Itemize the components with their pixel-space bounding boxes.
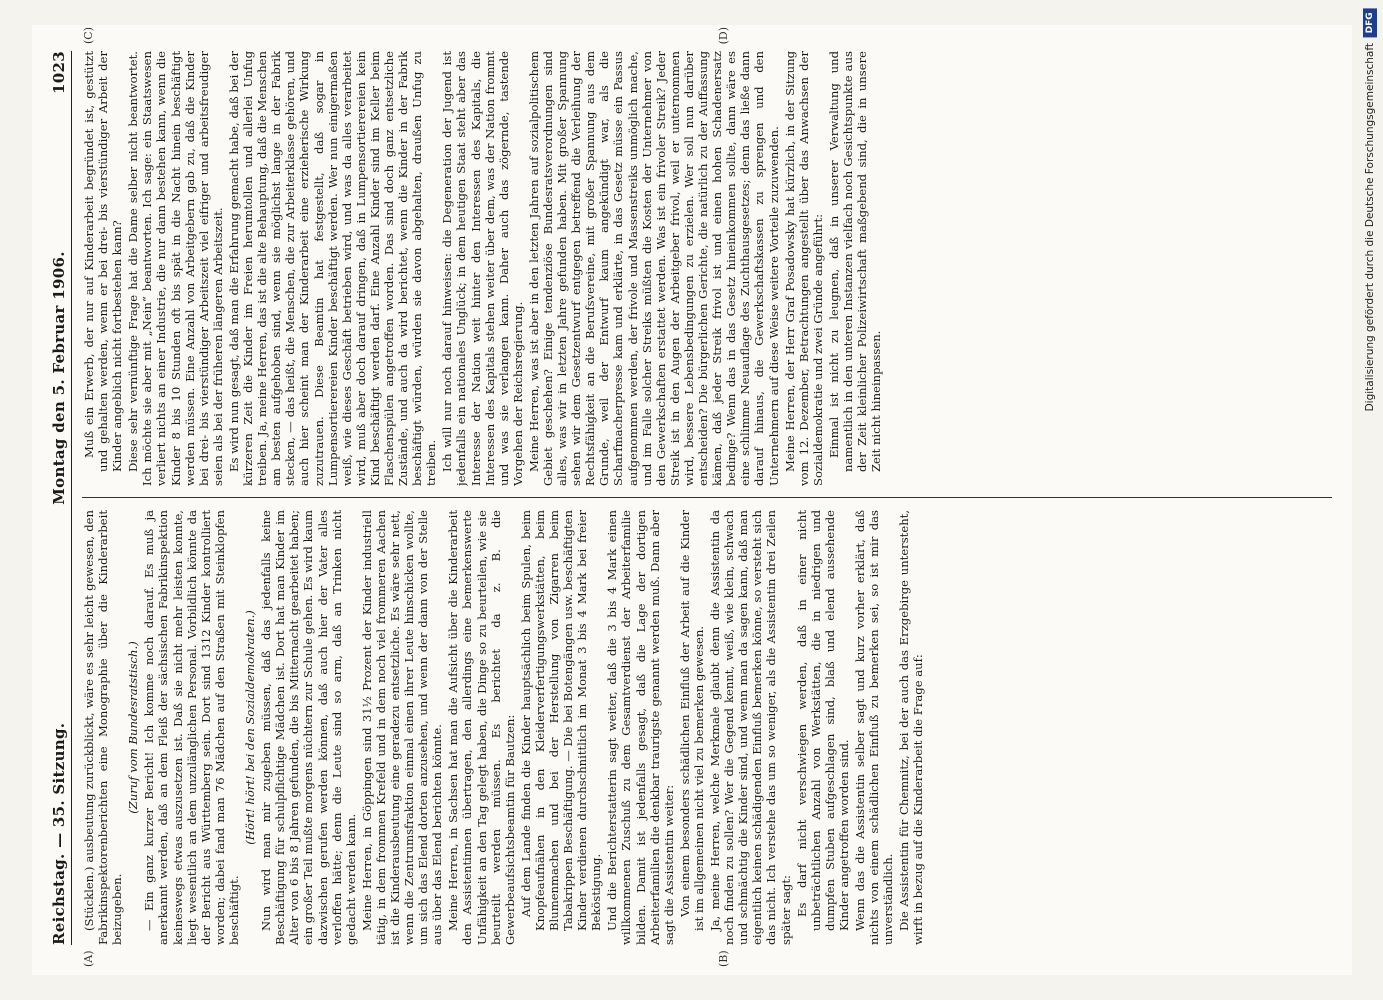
- quotation: Muß ein Erwerb, der nur auf Kinderarbeit begründet ist, gestützt und gehalten werden, wenn er bei drei- bis vierstündiger Arbeit der Kinder angeblich nicht fortbestehen kann?: [81, 51, 124, 472]
- margin-marker-a: (A): [81, 950, 95, 967]
- paragraph: Es wird nun gesagt, daß man die Erfahrung gemacht habe, daß bei der kürzeren Zeit die Kinder im Freien herumtollen und allerlei Unfug treiben. Ja, meine Herren, das ist die alte Behauptung, daß die Menschen am besten aufgehoben sind, wenn sie möglichst lange in der Fabrik stecken, — das heißt, die Menschen, die zur Arbeiterklasse gehören, und auch hier scheint man der Kinderarbeit eine erzieherische Wirkung zuzutrauen. Diese Beamtin hat festgestellt, daß sogar in Lumpensortierereien Kinder beschäftigt werden. Wer nun einigermaßen weiß, wie dieses Geschäft betrieben wird, und was da alles verarbeitet wird, muß aber doch darauf dringen, daß in Lumpensortierereien kein Kind beschäftigt werden darf. Eine Anzahl Kinder sind im Keller beim Flaschenspülen angetroffen worden. Das sind doch ganz entsetzliche Zustände, und auch da wird berichtet, wenn die Kinder in der Fabrik beschäftigt würden, würden sie davon abgehalten, draußen Unfug zu treiben.: [226, 51, 438, 486]
- paragraph: Meine Herren, in Göppingen sind 31½ Prozent der Kinder industriell tätig, in dem frommen Krefeld und in dem noch viel frommeren Aachen ist die Kinderausbeutung eine geradezu entsetzliche. Es wäre sehr nett, wenn die Zentrumsfraktion einmal einen ihrer Leute hinschicken wollte, um sich das Elend dorten anzusehen, und wenn der dann von der Stelle aus über das Elend berichten könnte.: [359, 510, 444, 945]
- paragraph: Diese sehr vernünftige Frage hat die Dame selber nicht beantwortet. Ich möchte sie aber mit „Nein“ beantworten. Ich sage: ein Staatswesen verliert nichts an einer Industrie, die nur dann bestehen kann, wenn die Kinder 8 bis 10 Stunden oft bis spät in die Nacht hinein beschäftigt werden müssen. Eine Anzahl von Arbeitgebern gab zu, daß die Kinder bei drei- bis vierstündiger Arbeitszeit viel eifriger und arbeitsfreudiger seien als bei der früheren längeren Arbeitszeit.: [125, 51, 225, 486]
- interjection: (Zuruf vom Bundesratstisch.): [125, 641, 140, 814]
- paragraph: Meine Herren, was ist aber in den letzten Jahren auf sozialpolitischem Gebiet geschehen? Einige tendenziöse Bundesratsverordnungen sind alles, was wir in letzten Jahre gefunden haben. Mit großer Spannung sehen wir dem Gesetzentwurf entgegen betreffend die Verleihung der Rechtsfähigkeit an die Berufsvereine, mit großer Spannung aus dem Grunde, weil der Entwurf kaum angekündigt war, als die Scharfmacherpresse kam und erklärte, in das Gesetz müsse ein Passus aufgenommen werden, der frivole und Massenstreiks unmöglich mache, und im Falle solcher Streiks müßten die Kosten der Unternehmer von den Gewerkschaften erstattet werden. Was ist ein frivoler Streik? Jeder Streik ist in den Augen der Arbeitgeber frivol, weil er unternommen wird, bessere Lebensbedingungen zu erzielen. Wer soll nun darüber entscheiden? Die bürgerlichen Gerichte, die natürlich zu der Auffassung kämen, daß jeder Streik frivol ist und einen hohen Schadenersatz bedinge? Wenn das in das Gesetz hineinkommen sollte, dann wäre es eine schlimme Neuauflage des Zuchthausgesetzes; denn das ließe dann darauf hinaus, die Gewerkschaftskassen zu sprengen und den Unternehmern auf diese Weise weitere Vorteile zuzuwenden.: [526, 51, 780, 486]
- page-header: [46, 51, 72, 945]
- quotation: Von einem besonders schädlichen Einfluß der Arbeit auf die Kinder ist im allgemeinen nicht viel zu bemerken gewesen.: [677, 510, 706, 931]
- quotation: Es darf nicht verschwiegen werden, daß in einer nicht unbeträchtlichen Anzahl von Werkstätten, die in niedrigen und dumpfen Stuben aufgeschlagen sind, blaß und elend aussehende Kinder angetroffen worden sind.: [794, 510, 851, 931]
- dfg-funding-stamp: [1363, 8, 1377, 411]
- paragraph: Nun wird man mir zugeben müssen, daß das jedenfalls keine Beschäftigung für schulpflichtige Mädchen ist. Dort hat man Kinder im Alter von 6 bis 8 Jahren gefunden, die bis Mitternacht gearbeitet haben; ein großer Teil mußte morgens nüchtern zur Schule gehen. Es wird kaum dazwischen gerufen werden können, daß auch hier der Vater alles verloffen hätte; denn die Leute sind so arm, daß an Trinken nicht gedacht werden kann.: [258, 510, 358, 945]
- paragraph: Ich will nur noch darauf hinweisen: die Degeneration der Jugend ist jedenfalls ein nationales Unglück; in dem heutigen Staat steht aber das Interesse der Nation weit hinter den Interessen des Kapitals, die Interessen des Kapitals stehen weiter über dem, was der Nation frommt und was sie verlangen kann. Daher auch das zögernde, tastende Vorgehen der Reichsregierung.: [439, 51, 525, 486]
- paragraph: — Ein ganz kurzer Bericht! Ich komme noch darauf. Es muß ja anerkannt werden, daß an dem Fleiß der sächsischen Fabrikinspektion keineswegs etwas auszusetzen ist. Daß sie nicht mehr leisten konnte, liegt wesentlich an dem unzulänglichen Personal. Vorbildlich könnte da der Bericht aus Württemberg sein. Dort sind 1312 Kinder kontrolliert worden; dabei fand man 76 Mädchen auf den Straßen mit Steinklopfen beschäftigt.: [141, 510, 241, 945]
- paragraph: Meine Herren, der Herr Graf Posadowsky hat kürzlich, in der Sitzung vom 12. Dezember, Betrachtungen angestellt über das Anwachsen der Sozialdemokratie und zwei Gründe angeführt:: [782, 51, 825, 486]
- page-number: 1023: [49, 51, 68, 94]
- paragraph: Wenn das die Assistentin selber sagt und kurz vorher erklärt, daß nichts von einem schädlichen Einfluß zu bemerken sei, so ist mir das unverständlich.: [852, 510, 895, 945]
- paragraph: Meine Herren, in Sachsen hat man die Aufsicht über die Kinderarbeit den Assistentinnen übertragen, den allerdings eine bemerkenswerte Unfähigkeit an den Tag gelegt haben, die Dinge so zu beurteilen, wie sie beurteilt werden müssen. Es berichtet da z. B. die Gewerbeaufsichtsbeamtin für Bautzen:: [445, 510, 517, 945]
- quotation: Einmal ist nicht zu leugnen, daß in unserer Verwaltung und namentlich in den unteren Instanzen vielfach noch Gesichtspunkte aus der Zeit kleinlicher Polizeiwirtschaft maßgebend sind, die in unsere Zeit nicht hineinpassen.: [826, 51, 883, 472]
- paragraph: Die Assistentin für Chemnitz, bei der auch das Erzgebirge untersteht, wirft in bezug auf die Kinderarbeit die Frage auf:: [896, 510, 925, 945]
- dfg-logo-icon: DFG: [1363, 8, 1377, 37]
- quotation: Auf dem Lande finden die Kinder hauptsächlich beim Spulen, beim Knopfeaufnähen in den Kleiderverfertigungswerkstätten, beim Blumenmachen und bei der Herstellung von Zigarren beim Tabakrippen Beschäftigung. — Die bei Botengängen usw. beschäftigten Kinder verdienen durchschnittlich im Monat 3 bis 4 Mark bei freier Beköstigung.: [518, 510, 603, 931]
- text-columns: [81, 27, 1332, 967]
- interjection: (Hört! hört! bei den Sozialdemokraten.): [242, 610, 257, 845]
- right-column: [82, 51, 1332, 486]
- paragraph: Ja, meine Herren, welche Merkmale glaubt denn die Assistentin da noch finden zu sollen? Wer die Gegend kennt, weiß, wie klein, schwach und schmächtig die Kinder sind, und wenn man da sagen kann, daß man eigentlich keinen schädigenden Einfluß bemerken könne, so versteht sich das nicht. Ich verstehe das um so weniger, als die Assistentin drei Zeilen später sagt:: [707, 510, 792, 945]
- margin-marker-c: (C): [81, 27, 95, 44]
- funding-text: Digitalisierung gefördert durch die Deutsche Forschungsgemeinschaft: [1364, 43, 1376, 412]
- left-column: [82, 510, 1332, 945]
- paragraph: (Stücklen.) ausbeutung zurückblickt, wäre es sehr leicht gewesen, den Fabrikinspektorenberichten eine Monographie über die Kinderarbeit beizugeben.: [81, 510, 124, 945]
- margin-marker-d: (D): [716, 27, 730, 45]
- paragraph: Und die Berichterstatterin sagt weiter, daß die 3 bis 4 Mark einen willkommenen Zuschuß zu dem Gesamtverdienst der Arbeiterfamilie bilden. Damit ist jedenfalls gesagt, daß die Lage der dortigen Arbeiterfamilien die denkbar traurigste genannt werden muß. Dann aber sagt die Assistentin weiter:: [604, 510, 676, 945]
- margin-marker-b: (B): [716, 950, 730, 967]
- header-session: Reichstag. — 35. Sitzung.: [49, 722, 68, 945]
- document-page: [32, 25, 1352, 975]
- header-date: Montag den 5. Februar 1906.: [49, 251, 68, 505]
- column-divider: [82, 497, 1332, 498]
